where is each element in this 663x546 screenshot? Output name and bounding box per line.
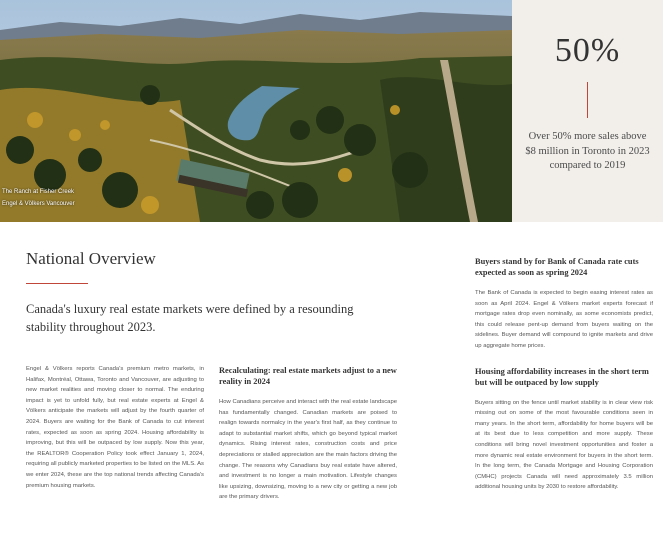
hero-photo — [0, 0, 512, 222]
right-column — [475, 256, 653, 493]
recalculating-heading: Recalculating: real estate markets adjust to a new reality in 2024 — [219, 366, 397, 386]
intro-column — [26, 364, 204, 491]
affordability-heading: Housing affordability increases in the short term but will be outpaced by low supply — [475, 366, 649, 387]
rate-cuts-body: The Bank of Canada is expected to begin easing interest rates as soon as April 2024. Engel & Völkers market experts forecast if mortgage rates drop even nominally, as some economists predict, this could release pent-up demand from buyers waiting on the sidelines. Buyer demand will compound to ignite markets and drive up aggregate home prices. — [475, 290, 653, 349]
stat-description: Over 50% more sales above $8 million in Toronto in 2023 compared to 2019 — [525, 131, 650, 171]
accent-divider — [587, 82, 588, 118]
rate-cuts-heading: Buyers stand by for Bank of Canada rate cuts expected as soon as spring 2024 — [475, 257, 639, 277]
photo-caption-location: The Ranch at Fisher Creek — [2, 189, 75, 195]
section-title: National Overview — [26, 249, 156, 268]
recalculating-body: How Canadians perceive and interact with the real estate landscape has fundamentally changed. Canadian markets are poised to realign towards normalcy in the year's first half, as they continue to adapt to substantial market shifts, which go beyond typical market dynamics. Rising interest rates, construction costs and price depreciations or stalled appreciation are the main factors driving the change. The reasons why Canadians buy real estate have altered, and investment is no longer a main motivation. Lifestyle changes like upsizing, downsizing, moving to a new city or getting a new job are the primary drivers. — [219, 399, 397, 501]
stat-panel — [512, 0, 663, 222]
lede-paragraph: Canada's luxury real estate markets were defined by a resounding stability throughout 2023. — [26, 302, 354, 334]
affordability-body: Buyers sitting on the fence until market stability is in clear view risk missing out on some of the most favourable conditions seen in many years. In the short term, affordability for home buyers will be at its best due to less competition and more supply. These conditions will bring novel investment opportunities and foster a more dynamic real estate environment for buyers in the short term. In the long term, the Canada Mortgage and Housing Corporation (CMHC) projects Canada will need approximately 3.5 million additional housing units by 2030 to restore affordability. — [475, 399, 653, 491]
landscape-illustration — [0, 0, 512, 222]
intro-body: Engel & Völkers reports Canada's premium metro markets, in Halifax, Montréal, Ottawa, Toronto and Vancouver, are adjusting to new market realities and moving closer to normal. The enduring impact is yet to unfold fully, but real estate experts at Engel & Völkers anticipate the markets will adjust by the fourth quarter of 2024. Buyers are waiting for the Bank of Canada to cut interest rates, expected as soon as spring 2024. Housing affordability is improving, but this will be outpaced by low supply. Now this year, the REALTOR® Cooperation Policy took effect January 1, 2024, requiring all publicly marketed properties to be listed on the MLS. As we enter 2024, these are the top national trends affecting Canada's premium housing markets. — [26, 366, 204, 489]
photo-caption-credit: Engel & Völkers Vancouver — [2, 201, 75, 207]
title-underline — [26, 283, 88, 284]
stat-value: 50% — [554, 32, 621, 69]
recalculating-column — [219, 365, 397, 503]
